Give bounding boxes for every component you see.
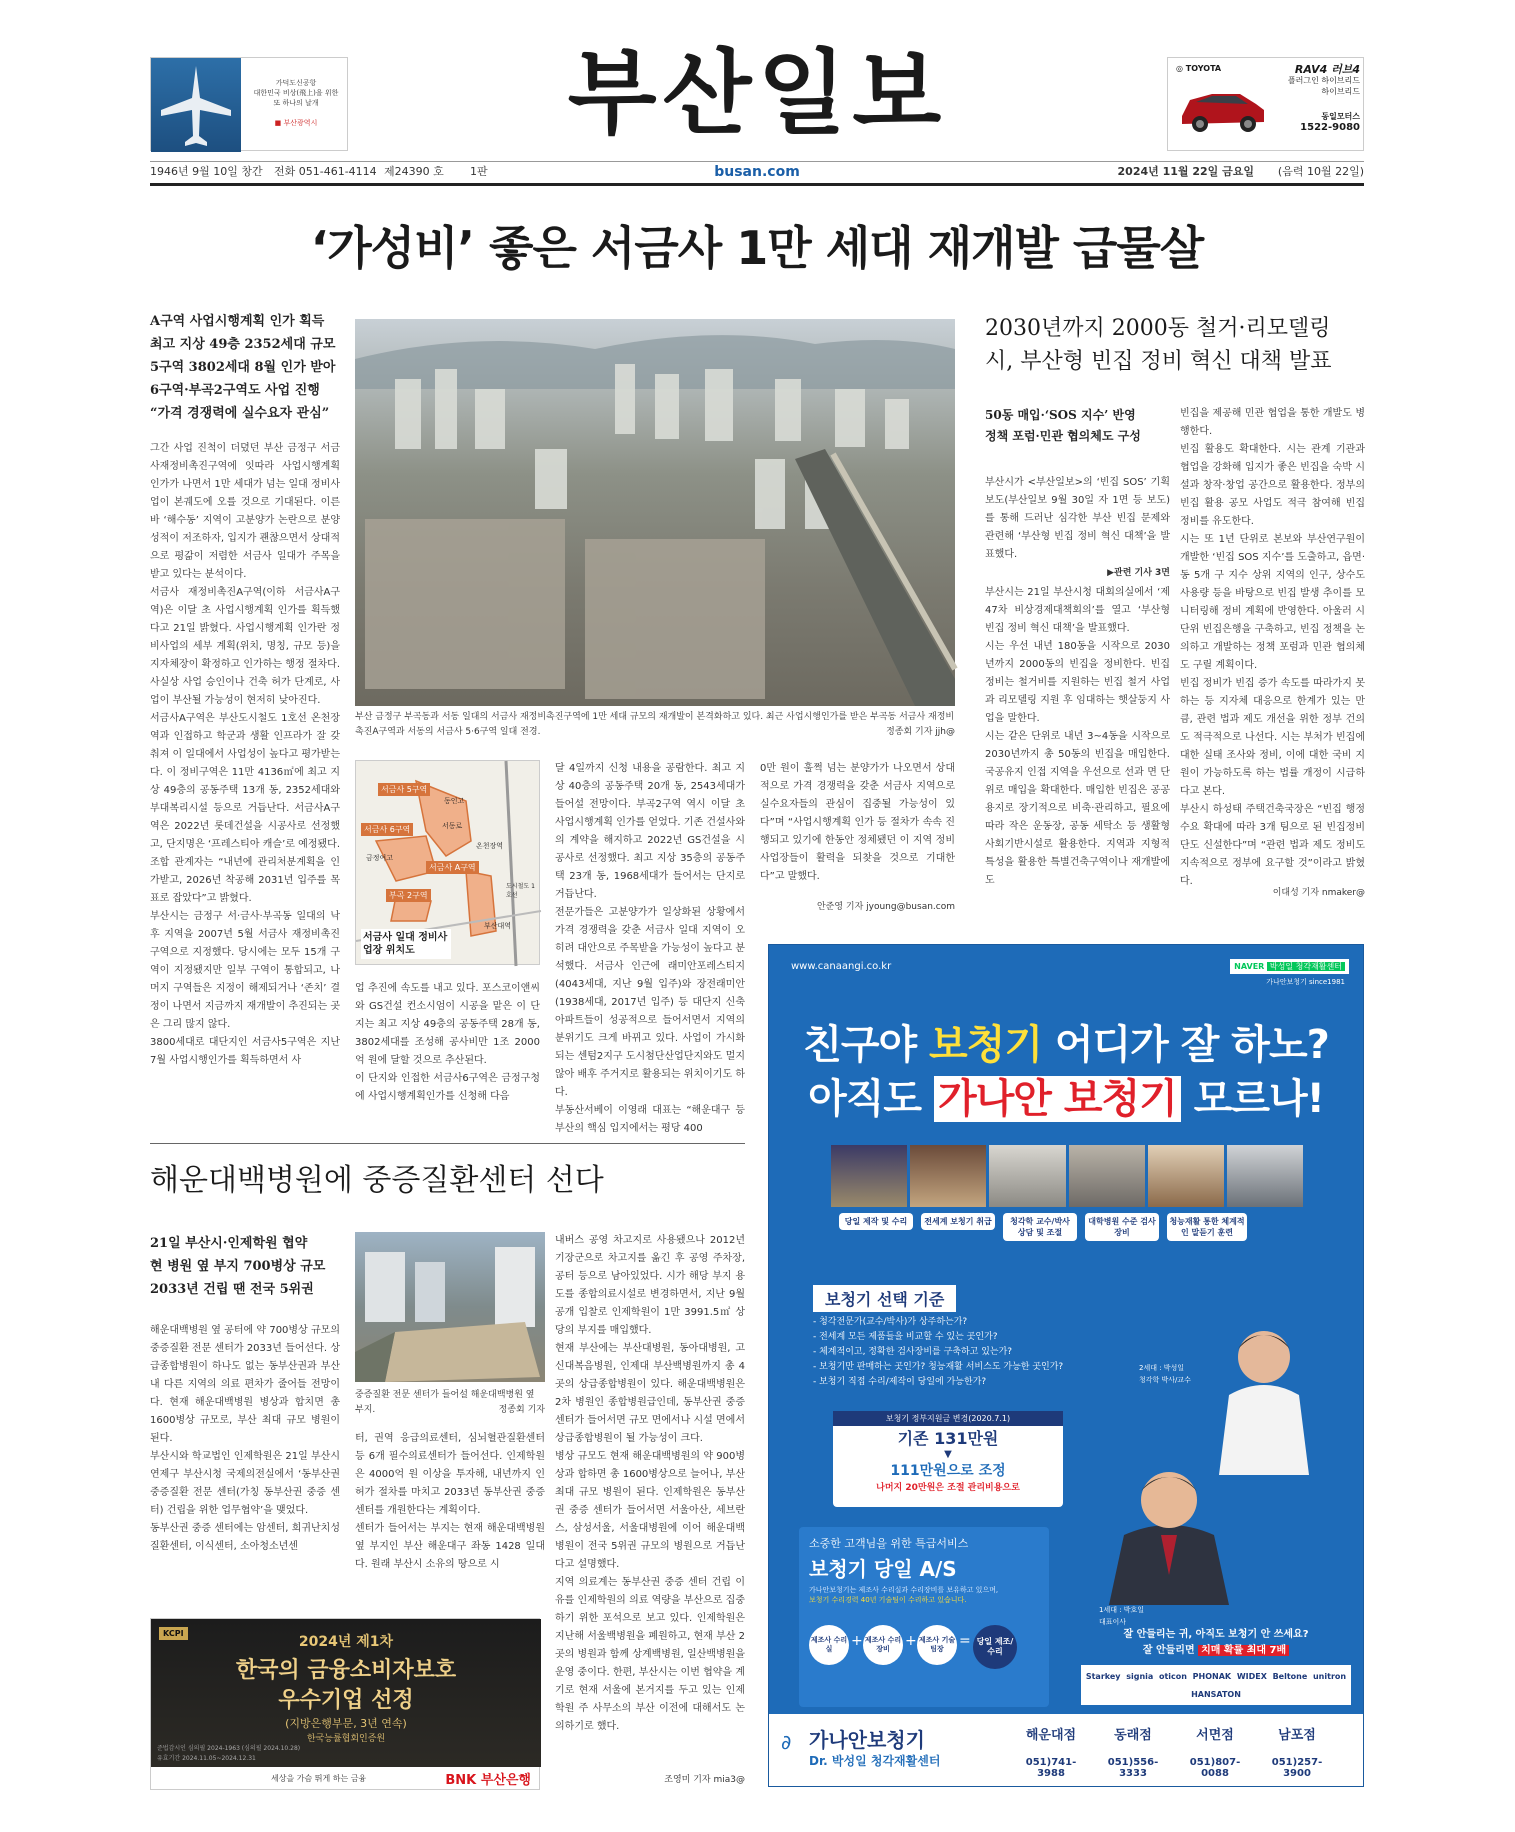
- aerial-redevelopment-photo: [355, 319, 955, 706]
- ear-logo-icon: ∂: [781, 1730, 792, 1754]
- ad-phone: 1522-9080: [1300, 122, 1360, 133]
- branch-haeundae[interactable]: 해운대점 051)741-3988: [1025, 1728, 1077, 1779]
- red-suv-image: [1176, 80, 1268, 136]
- bnk-org: 한국능률협회인증원: [306, 1734, 386, 1744]
- clinic-photo: [831, 1145, 907, 1207]
- hospital-col1: 해운대백병원 옆 공터에 약 700병상 규모의 중증질환 전문 센터가 2033년 들어선다. 상급종합병원이 하나도 없는 동부산권과 부산 내 다른 지역의 의료 편차가 줄어들 전망이다. 현재 해운대백병원 병상과 합치면 총 1600병상 규모로, 부산 최대 규모 병원이 된다. 부산시와 학교법인 인제학원은 21일 부산시 연제구 부산시청 국제의전실에서 ‘동부산권 중증질환 전문 센터(가칭 동부산권 중증 센터) 건립을 위한 업무협약’을 맺었다. 동부산권 중증 센터에는 암센터, 희귀난치성 질환센터, 이식센터, 소아청소년센: [150, 1325, 340, 1552]
- lunar-date: (음력 10월 22일): [1277, 165, 1364, 178]
- main-col3-top: 업 추진에 속도를 내고 있다. 포스코이앤씨와 GS건설 컨소시엄이 시공을 맡은 이 단지는 최고 지상 49층의 공동주택 28개 동, 3802세대를 조성해 공사비만 1조 2000억 원에 달할 것으로 추산된다. 이 단지와 인접한 서금사6구역은 금정구청에 사업시행계획인가를 신청해 다음: [355, 983, 540, 1102]
- service-pill: 청능재활 통한 체계적인 말듣기 훈련: [1167, 1213, 1247, 1241]
- toyota-logo-icon: ◎: [1176, 64, 1183, 73]
- redevelopment-map: [355, 760, 540, 965]
- person2-title: 청각학 박사/교수: [1139, 1376, 1191, 1384]
- bnk-sub: (지방은행부문, 3년 연속): [285, 1717, 407, 1730]
- clinic-photo: [989, 1145, 1065, 1207]
- side-byline: 이대성 기자 nmaker@: [1272, 888, 1365, 898]
- masthead-top-rule: [150, 161, 1364, 162]
- aerial-photo-caption: 부산 금정구 부곡동과 서동 일대의 서금사 재정비촉진구역에 1만 세대 규모의 재개발이 본격화하고 있다. 최근 사업시행인가를 받은 부곡동 서금사 재정비촉진A구역과 서동의 서금사 5·6구역 일대 전경.: [355, 712, 955, 737]
- person1-role: 1세대 : 박호일: [1099, 1606, 1145, 1614]
- masthead-bottom-rule: [150, 183, 1364, 186]
- side-col2: 빈집을 제공해 민관 협업을 통한 개발도 병행한다. 빈집 활용도 확대한다. 시는 관계 기관과 협업을 강화해 입지가 좋은 빈집을 숙박 시설과 창작·창업 공간으로 활용한다. 정부의 빈집 활용 공모 사업도 적극 참여해 빈집 정비를 유도한다. 시는 또 1년 단위로 본보와 부산연구원이 개발한 ‘빈집 SOS 지수’를 도출하고, 읍면·동 5개 구 지수 상위 지역의 인구, 상수도 사용량 등을 바탕으로 빈집 발생 추이를 모니터링해 정비 계획에 반영한다. 아울러 시 단위 빈집은행을 구축하고, 빈집 정책을 논의하고 개발하는 정책 포럼과 민관 협의체도 구릴 계획이다. 빈집 정비가 빈집 증가 속도를 따라가지 못하는 등 지자체 대응으로 한계가 있는 만큼, 관련 법과 제도 개선을 위한 정부 건의도 적극적으로 나선다. 시는 부처가 빈집에 대한 실태 조사와 정비, 이에 대한 국비 지원이 가능하도록 하는 법률 개정이 시급하다고 본다. 부산시 하성태 주택건축국장은 “빈집 행정 수요 확대에 따라 3개 팀으로 된 빈집정비단도 신설한다”며 “관련 법과 제도 정비도 지속적으로 정부에 요구할 것”이라고 밝혔다.: [1180, 408, 1365, 887]
- clinic-photo-strip: [831, 1145, 1303, 1207]
- main-col1: 그간 사업 진척이 더뎠던 부산 금정구 서금사재정비촉진구역에 잇따라 사업시행계획 인가가 나면서 1만 세대가 넘는 일대 정비사업이 본궤도에 오를 것으로 기대된다. 이른바 ‘해수동’ 지역이 고분양가 논란으로 분양 성적이 저조하자, 입지가 괜찮으면서 상대적으로 평갊이 저렴한 서금사 일대가 주목을 받고 있다는 분석이다. 서금사 재정비촉진A구역(이하 서금사A구역)은 이달 초 사업시행계획 인가를 획득했다고 21일 밝혔다. 사업시행계획 인가란 정비사업의 세부 계획(위치, 명칭, 규모 등)을 지자체장이 확정하고 인가하는 행정 절차다. 사실상 사업 승인이나 건축 허가 단계로, 사업이 부산될 가능성이 현저히 낮아진다. 서금사A구역은 부산도시철도 1호선 온천장역과 인접하고 학군과 생활 인프라가 잘 갖춰져 이 일대에서 사업성이 높다고 평가받는다. 이 정비구역은 11만 4136㎡에 최고 지상 49층의 공동주택 13개 동, 2352세대와 부대복리시설 등으로 거듭난다. 서금사A구역은 2022년 롯데건설을 시공사로 선정했고, 단지명은 ‘프레스티아 캐슬’로 예정됐다. 조합 관계자는 “내년에 관리처분계획을 인가받고, 2026년 착공해 2031년 입주를 목표로 잡았다”고 밝혔다. 부산시는 금정구 서·금사·부곡동 일대의 낙후 지역을 2007년 5월 서금사 재정비촉진구역으로 지정했다. 당시에는 모두 15개 구역이 지정됐지만 일부 구역이 통합되고, 나머지 구역들은 지정이 해제되거나 ‘존치’ 결정이 나면서 지금까지 재개발이 추진되는 곳은 그리 많지 않다. 3800세대로 대단지인 서금사5구역은 지난 7월 사업시행인가를 획득하면서 사: [150, 443, 340, 1066]
- branch-dongnae[interactable]: 동래점 051)556-3333: [1107, 1728, 1159, 1779]
- map-label-pnu-station: 부산대역: [484, 922, 512, 930]
- naver-logo: NAVER: [1234, 962, 1265, 971]
- hospital-headline[interactable]: 해운대백병원에 중증질환센터 선다: [150, 1163, 604, 1198]
- ad-line-2: 대한민국 비상(飛上)을 위한: [253, 89, 339, 97]
- ad-dealer: 동일모터스: [1321, 112, 1360, 121]
- bnk-slogan: 세상을 가슴 뛰게 하는 금융: [271, 1774, 367, 1783]
- ad-model: RAV4 러브4: [1294, 63, 1360, 76]
- brand-logos: Starkey signia oticon PHONAK WIDEX Beltone unitron HANSATON: [1081, 1665, 1351, 1705]
- bnk-brand: BNK 부산은행: [445, 1773, 531, 1788]
- main-col4: 0만 원이 훌쩍 넘는 분양가가 나오면서 상대적으로 가격 경쟁력을 갖춘 서금사 지역으로 실수요자들의 관심이 집중될 가능성이 있다”며 “사업시행계획 인가 등 절차가 속속 진행되고 있기에 한동안 정체됐던 이 지역 정비사업장들이 활력을 되찾을 것으로 기대한다”고 말했다.: [760, 763, 955, 882]
- kcpi-badge: KCPI: [159, 1627, 188, 1640]
- map-title: 서금사 일대 정비사업장 위치도: [361, 929, 451, 959]
- hospital-col3: 내버스 공영 차고지로 사용됐으나 2012년 기장군으로 차고지를 옮긴 후 공영 주차장, 공터 등으로 남아있었다. 시가 해당 부지 용도를 종합의료시설로 변경하면서, 지난 9월 공개 입찰로 인제학원이 1만 3991.5㎡ 상당의 부지를 매입했다. 현재 부산에는 부산대병원, 동아대병원, 고신대복음병원, 인제대 부산백병원까지 총 4곳의 상급종합병원이 있다. 해운대백병원은 2차 병원인 종합병원급인데, 동부산권 중증 센터가 들어서면 규모 면에서나 시설 면에서 상급종합병원이 될 가능성이 크다. 병상 규모도 현재 해운대백병원의 약 900병상과 합하면 총 1600병상으로 늘어나, 부산 최대 규모 병원이 된다. 인제학원은 동부산권 중증 센터가 들어서면 서울아산, 세브란스, 삼성서울, 서울대병원에 이어 해운대백병원이 전국 5위권 규모의 병원으로 거듭난다고 설명했다. 지역 의료계는 동부산권 중증 센터 건립 이유를 인제학원의 의료 역량을 부산으로 집중하기 위한 포석으로 보고 있다. 인제학원은 지난해 서울백병원을 폐원하고, 현재 부산 2곳의 병원과 함께 상계백병원, 일산백병원을 운영 중이다. 한편, 부산시는 이번 협약을 계기로 현재 서울에 본거지를 두고 있는 인제학원 주 사무소의 부산 이전에 대해서도 논의하기로 했다.: [555, 1235, 745, 1732]
- main-byline: 안준영 기자 jyoung@busan.com: [816, 902, 955, 912]
- service-pill: 당일 제작 및 수리: [839, 1213, 913, 1230]
- side-related[interactable]: ▶관련 기사 3면: [1107, 568, 1170, 578]
- warning-bubble: 잘 안들리는 귀, 아직도 보청기 안 쓰세요? 잘 안들리면 치매 확률 최대 7배: [1123, 1629, 1309, 1656]
- criteria-title: 보청기 선택 기준: [813, 1285, 956, 1312]
- service-box: 소중한 고객님을 위한 특급서비스 보청기 당일 A/S 가나안보청기는 제조사 수리실과 수리장비를 보유하고 있으며, 보청기 수리경력 40년 기술팀이 수리하고 있습니다. 제조사 수리실 + 제조사 수리장비 + 제조사 기술팀장 = 당일 제조/수리: [799, 1527, 1049, 1707]
- side-headline[interactable]: 2030년까지 2000동 철거·리모델링 시, 부산형 빈집 정비 혁신 대책 발표: [985, 316, 1332, 374]
- hospital-byline: 조영미 기자 mia3@: [664, 1775, 745, 1785]
- ad-brand: 부산광역시: [283, 119, 318, 127]
- branch-seomyeon[interactable]: 서면점 051)807-0088: [1189, 1728, 1241, 1779]
- ad-line-3: 또 하나의 날개: [273, 99, 319, 107]
- side-col1b: 부산시는 21일 부산시청 대회의실에서 ‘제47차 비상경제대책회의’를 열고 ‘부산형 빈집 정비 혁신 대책’을 발표했다. 시는 우선 내년 180동을 시작으로 2030년까지 2000동의 빈집을 정비한다. 빈집 정비는 철거비를 지원하는 빈집 철거 사업과 리모델링 지원 후 임대하는 햇살둥지 사업을 말한다. 시는 같은 단위로 내년 3~4동을 시작으로 2030년까지 총 50동의 빈집을 매입한다. 국공유지 인접 지역을 우선으로 선과 면 단위로 매입을 확대한다. 매입한 빈집은 공공 용지로 장기적으로 비축·관리하고, 필요에 따라 작은 운동장, 공동 세탁소 등 생활형 사회기반시설로 활용한다. 지역과 지형적 특성을 활용한 특별건축구역이나 재개발에도: [985, 587, 1170, 886]
- bnk-year-line: 2024년 제1차: [298, 1634, 394, 1650]
- main-dek: A구역 사업시행계획 인가 획득 최고 지상 49층 2352세대 규모 5구역 3802세대 8월 인가 받아 6구역·부곡2구역도 사업 진행 “가격 경쟁력에 실수요자 관심”: [150, 314, 336, 421]
- bnk-small2: 유효기간 2024.11.05~2024.12.31: [157, 1755, 256, 1762]
- hospital-site-photo: [355, 1232, 545, 1382]
- issue-number: 제24390 호: [384, 165, 444, 178]
- website-link[interactable]: busan.com: [714, 164, 800, 180]
- hearing-footer: [769, 1714, 1363, 1786]
- phone-number: 전화 051-461-4114: [274, 165, 377, 178]
- service-pill: 대학병원 수준 검사 장비: [1085, 1213, 1159, 1241]
- doctor-portrait-1: [1099, 1445, 1239, 1605]
- hospital-dek: 21일 부산시·인제학원 협약 현 병원 옆 부지 700병상 규모 2033년 건립 땐 전국 5위권: [150, 1236, 326, 1297]
- hospital-col2: 터, 권역 응급의료센터, 심뇌혈관질환센터 등 6개 필수의료센터가 들어선다. 인제학원은 4000억 원 이상을 투자해, 내년까지 인허가 절차를 마치고 2033년 동부산권 중증 센터를 개원한다는 계획이다. 센터가 들어서는 부지는 현재 해운대백병원 옆 부지인 부산 해운대구 좌동 1428 일대다. 원래 부산시 소유의 땅으로 시: [355, 1433, 545, 1570]
- bnk-title1: 한국의 금융소비자보호: [235, 1658, 457, 1683]
- aerial-photo-credit: 정종회 기자 jjh@: [886, 727, 955, 737]
- map-label-oncheonjang: 온천장역: [476, 842, 504, 850]
- bnk-small: 준법감시인 심의필 2024-1963 (심의필 2024.10.28): [157, 1745, 301, 1752]
- criteria-list: - 청각전문가(교수/박사)가 상주하는가? - 전세계 모든 제품들을 비교할 수 있는 곳인가? - 체계적이고, 정확한 검사장비를 구축하고 있는가? - 보청기만 판매하는 곳인가? 청능재활 서비스도 가능한 곳인가? - 보청기 직접 수리/제작이 당일에 가능한가?: [813, 1317, 1064, 1387]
- issue-date: 2024년 11월 22일 금요일: [1117, 165, 1254, 178]
- map-label-seodongro: 서동로: [442, 822, 463, 830]
- ad-sub1: 플러그인 하이브리드: [1287, 76, 1360, 85]
- person1-title: 대표이사: [1099, 1618, 1127, 1626]
- clinic-photo: [1227, 1145, 1303, 1207]
- main-col3: 달 4일까지 신청 내용을 공람한다. 최고 지상 40층의 공동주택 20개 동, 2543세대가 들어설 전망이다. 부곡2구역 역시 이달 초 사업시행계획 인가를 얻었다. 기존 건설사와의 계약을 해지하고 2022년 GS건설을 시공사로 선정했다. 최고 지상 35층의 공동주택 23개 동, 1968세대가 들어서는 단지로 거듭난다. 전문가들은 고분양가가 일상화된 상황에서 가격 경쟁력을 갖춘 서금사 일대 지역이 오히려 대안으로 주목받을 가능성이 높다고 분석했다. 서금사 인근에 래미안포레스티지(4043세대, 지난 9월 입주)와 장전래미안(1938세대, 2017년 입주) 등 대단지 신축 아파트들이 성공적으로 들어서면서 지역의 분위기도 크게 바뀌고 있다. 사업이 가시화되는 센텀2지구 도시첨단산업단지와도 멀지 않아 배후 주거지로 활용되는 위치이기도 하다. 부동산서베이 이영래 대표는 “해운대구 등 부산의 핵심 입지에서는 평당 400: [555, 763, 745, 1134]
- hearing-logo-sub: Dr. 박성일 청각재활센터: [809, 1754, 941, 1768]
- side-col1: 부산시가 <부산일보>의 ‘빈집 SOS’ 기획 보도(부산일보 9월 30일 자 1면 등 보도)를 통해 드러난 심각한 부산 빈집 문제와 관련해 ‘부산형 빈집 정비 혁신 대책’을 발표했다.: [985, 477, 1170, 560]
- hearing-aid-ad[interactable]: [768, 944, 1364, 1787]
- hearing-logo: 가나안보청기: [809, 1728, 925, 1752]
- top-right-ad[interactable]: [1167, 57, 1364, 151]
- formula-result: 당일 제조/수리: [973, 1625, 1017, 1669]
- person2-role: 2세대 : 박성일: [1139, 1364, 1185, 1372]
- hearing-headline-1: 친구야 보청기 어디가 잘 하노?: [803, 1022, 1329, 1068]
- ad-brand-toyota: TOYOTA: [1185, 64, 1222, 73]
- map-label-bugok: 부곡 2구역: [386, 889, 431, 902]
- main-headline[interactable]: ‘가성비’ 좋은 서금사 1만 세대 재개발 급물살: [310, 221, 1204, 275]
- map-label-dongin: 동인고: [444, 797, 465, 805]
- service-pill: 청각학 교수/박사 상담 및 조절: [1003, 1213, 1077, 1241]
- hearing-headline-2: 아직도 가나안 보청기 모르나!: [808, 1076, 1324, 1122]
- formula-part: 제조사 수리장비: [863, 1625, 903, 1665]
- map-label-a: 서금사 A구역: [426, 861, 479, 874]
- hearing-since: 가나안보청기 since1981: [1266, 978, 1345, 986]
- newspaper-title: 부산일보: [567, 40, 948, 147]
- formula-part: 제조사 기술팀장: [917, 1625, 957, 1665]
- subsidy-box: 보청기 정부지원금 변경(2020.7.1) 기존 131만원 ▼ 111만원으로 조정 나머지 20만원은 조절 관리비용으로: [833, 1411, 1063, 1507]
- bnk-ad[interactable]: [150, 1618, 540, 1790]
- naver-tag: 박성일 청각재활센터: [1267, 962, 1345, 971]
- map-label-6: 서금사 6구역: [361, 823, 413, 836]
- branch-nampo[interactable]: 남포점 051)257-3900: [1271, 1728, 1323, 1779]
- service-pill: 전세계 보청기 취급: [921, 1213, 995, 1230]
- clinic-photo: [910, 1145, 986, 1207]
- clinic-photo: [1069, 1145, 1145, 1207]
- hospital-top-rule: [150, 1143, 745, 1144]
- founded-date: 1946년 9월 10일 창간: [150, 165, 263, 178]
- clinic-photo: [1148, 1145, 1224, 1207]
- map-label-line1: 도시철도 1호선: [506, 883, 535, 899]
- edition: 1판: [470, 165, 488, 178]
- hearing-url[interactable]: www.canaangi.co.kr: [791, 961, 892, 972]
- map-label-girls-high: 금정여고: [366, 854, 394, 862]
- hospital-photo-caption: 중증질환 전문 센터가 들어설 해운대백병원 옆 부지.: [355, 1390, 535, 1415]
- side-dek: 50동 매입·‘SOS 지수’ 반영 정책 포럼·민관 협의체도 구성: [985, 408, 1141, 443]
- busan-city-logo-icon: ■: [274, 119, 282, 127]
- ad-sub2: 하이브리드: [1321, 87, 1360, 96]
- ad-line-1: 가덕도신공항: [275, 79, 317, 87]
- bnk-title2: 우수기업 선정: [278, 1688, 414, 1713]
- hospital-photo-credit: 정종회 기자: [498, 1405, 545, 1415]
- formula-part: 제조사 수리실: [809, 1625, 849, 1665]
- map-label-5: 서금사 5구역: [378, 783, 430, 796]
- masthead-info-bar: [150, 163, 1364, 181]
